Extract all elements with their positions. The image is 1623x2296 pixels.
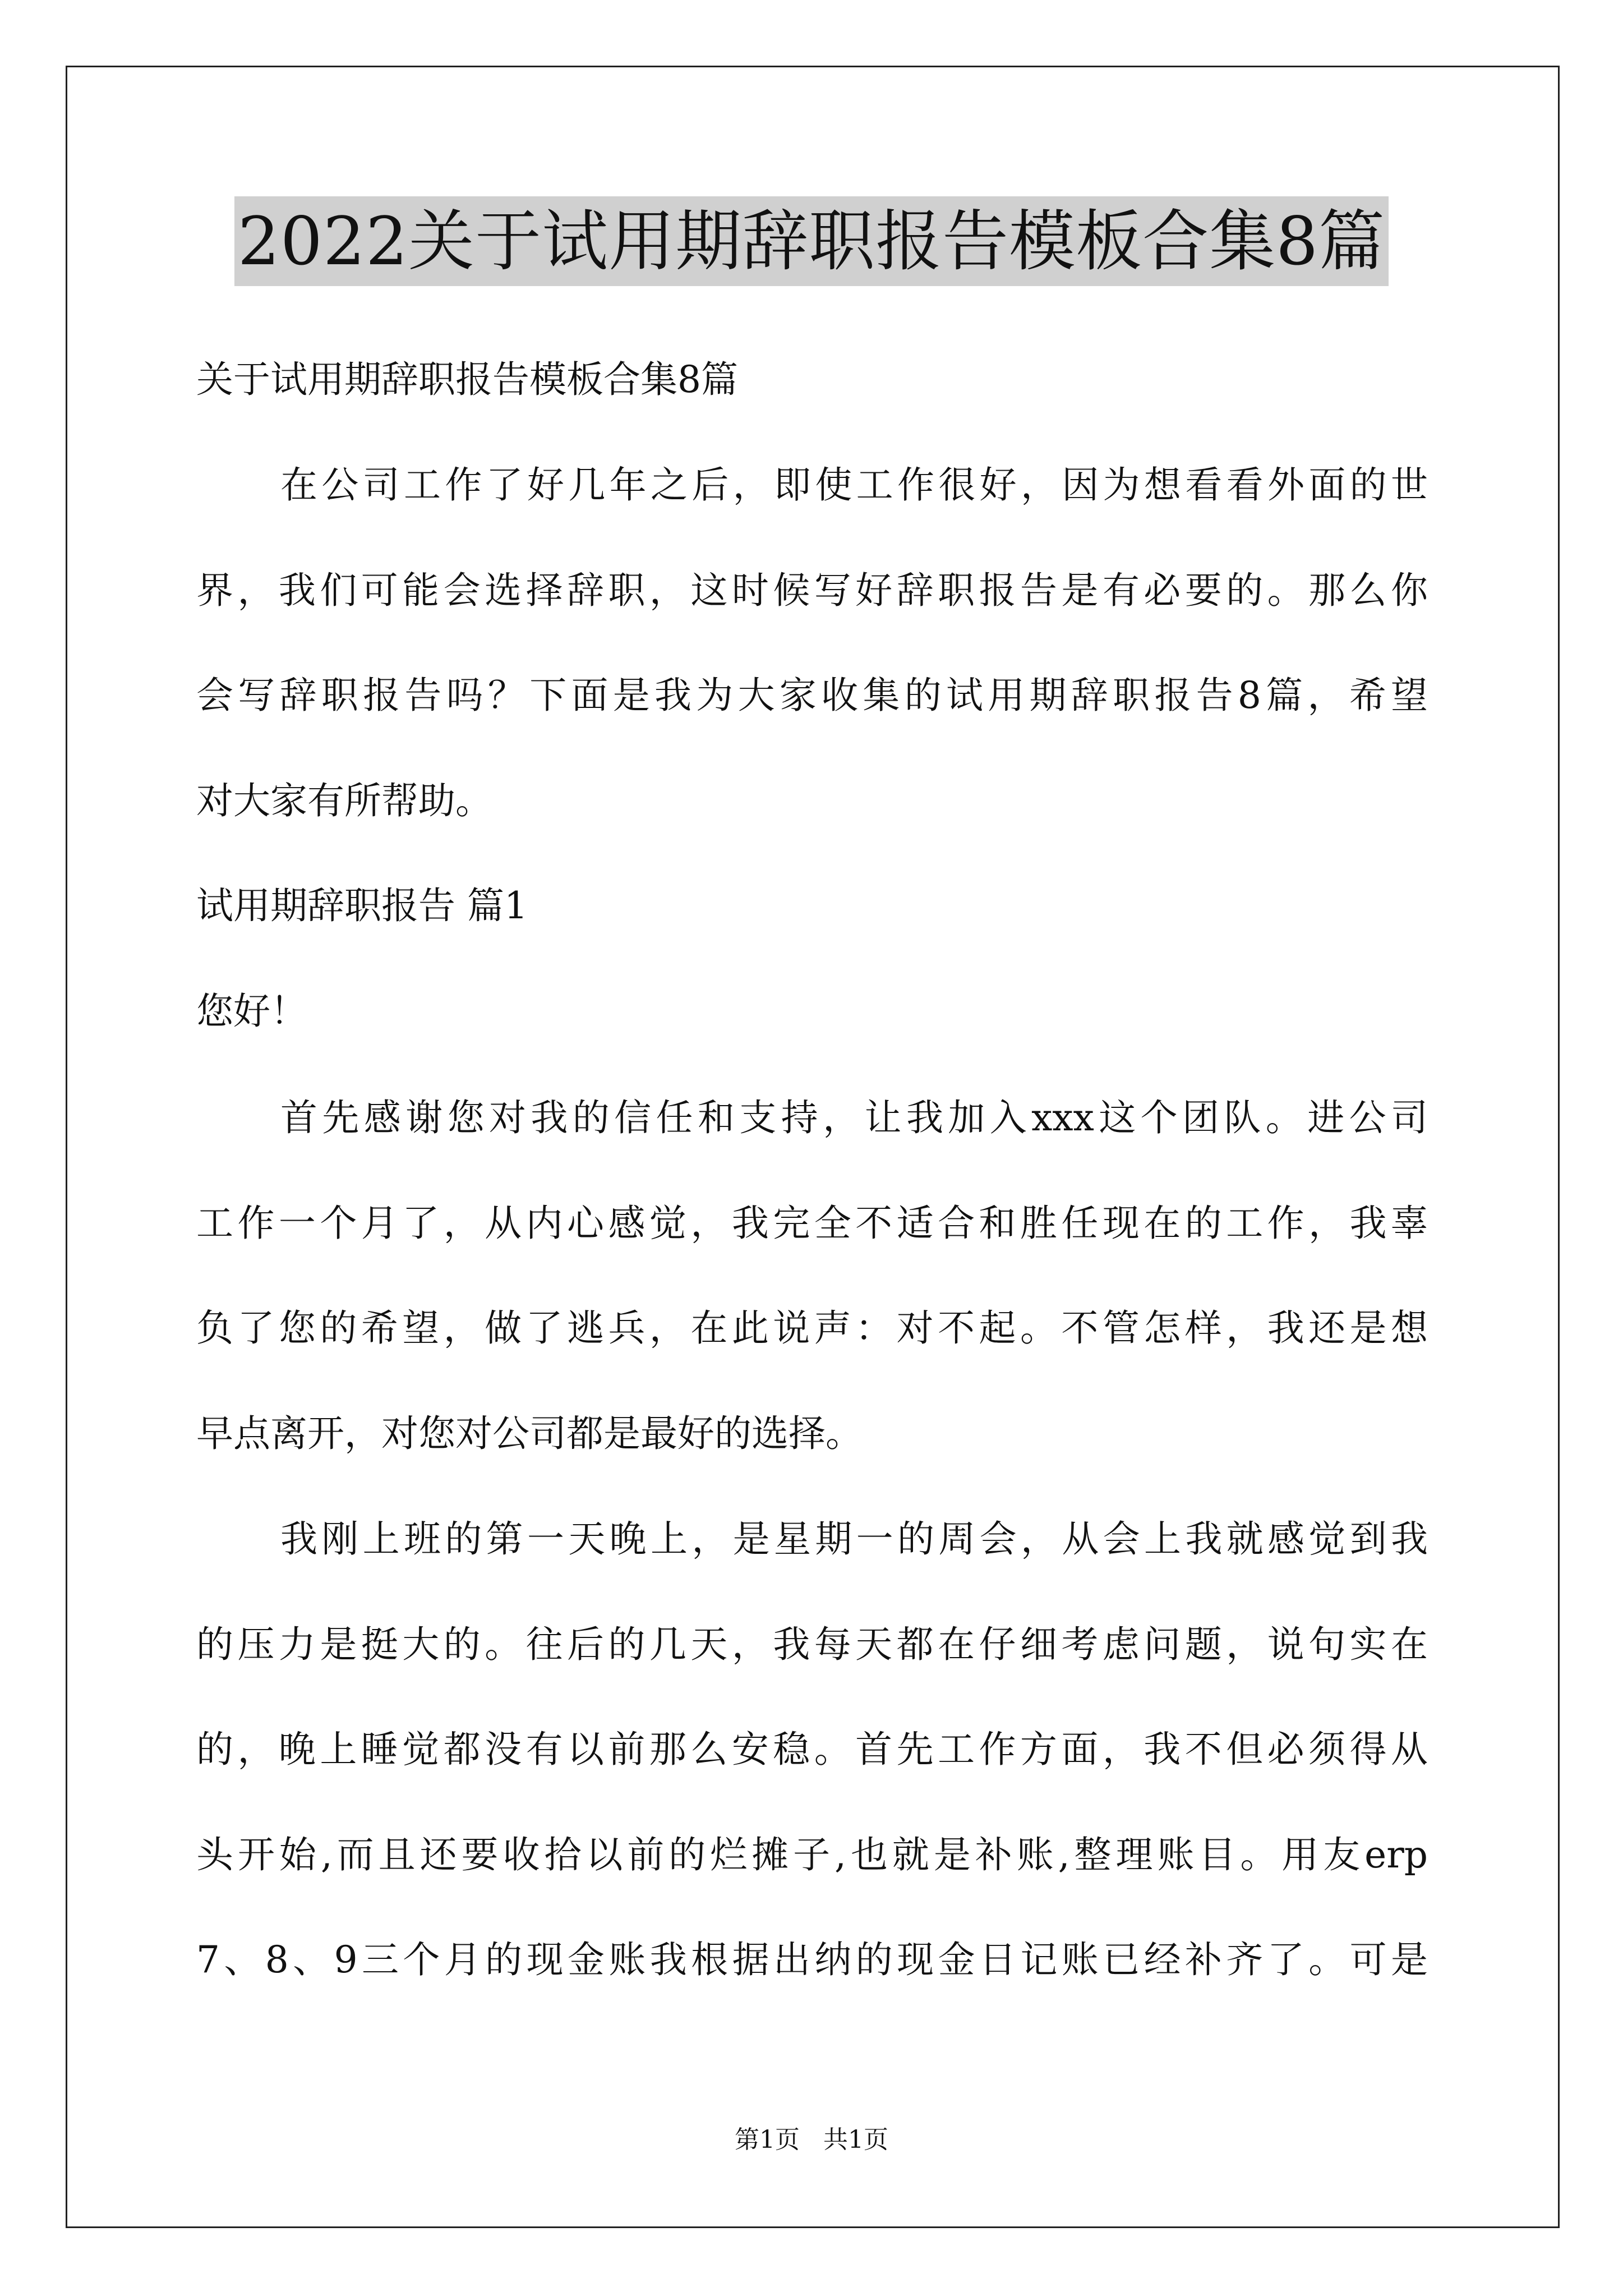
document-subtitle: 关于试用期辞职报告模板合集8篇 [196, 358, 738, 401]
paragraph-line: 负了您的希望，做了逃兵，在此说声：对不起。不管怎样，我还是想 [196, 1306, 1428, 1350]
intro-line: 在公司工作了好几年之后，即使工作很好，因为想看看外面的世 [280, 463, 1428, 507]
paragraph-line: 首先感谢您对我的信任和支持，让我加入xxx这个团队。进公司 [280, 1096, 1428, 1139]
paragraph-line: 的，晚上睡觉都没有以前那么安稳。首先工作方面，我不但必须得从 [196, 1728, 1428, 1771]
greeting: 您好！ [196, 990, 307, 1033]
paragraph-line: 早点离开，对您对公司都是最好的选择。 [196, 1412, 863, 1455]
section-heading: 试用期辞职报告 篇1 [196, 884, 528, 927]
paragraph-line: 7、8、9三个月的现金账我根据出纳的现金日记账已经补齐了。可是 [196, 1938, 1428, 1981]
title-container [0, 196, 1623, 286]
page-footer: 第1页 共1页 [735, 2125, 888, 2154]
paragraph-line: 我刚上班的第一天晚上，是星期一的周会，从会上我就感觉到我 [280, 1517, 1428, 1561]
intro-line: 对大家有所帮助。 [196, 779, 492, 822]
paragraph-line: 的压力是挺大的。往后的几天，我每天都在仔细考虑问题，说句实在 [196, 1623, 1428, 1666]
paragraph-line: 工作一个月了，从内心感觉，我完全不适合和胜任现在的工作，我辜 [196, 1202, 1428, 1245]
intro-line: 界，我们可能会选择辞职，这时候写好辞职报告是有必要的。那么你 [196, 569, 1428, 612]
intro-line: 会写辞职报告吗？下面是我为大家收集的试用期辞职报告8篇，希望 [196, 674, 1428, 717]
document-title: 2022关于试用期辞职报告模板合集8篇 [234, 196, 1389, 286]
paragraph-line: 头开始,而且还要收拾以前的烂摊子,也就是补账,整理账目。用友erp [196, 1833, 1428, 1876]
